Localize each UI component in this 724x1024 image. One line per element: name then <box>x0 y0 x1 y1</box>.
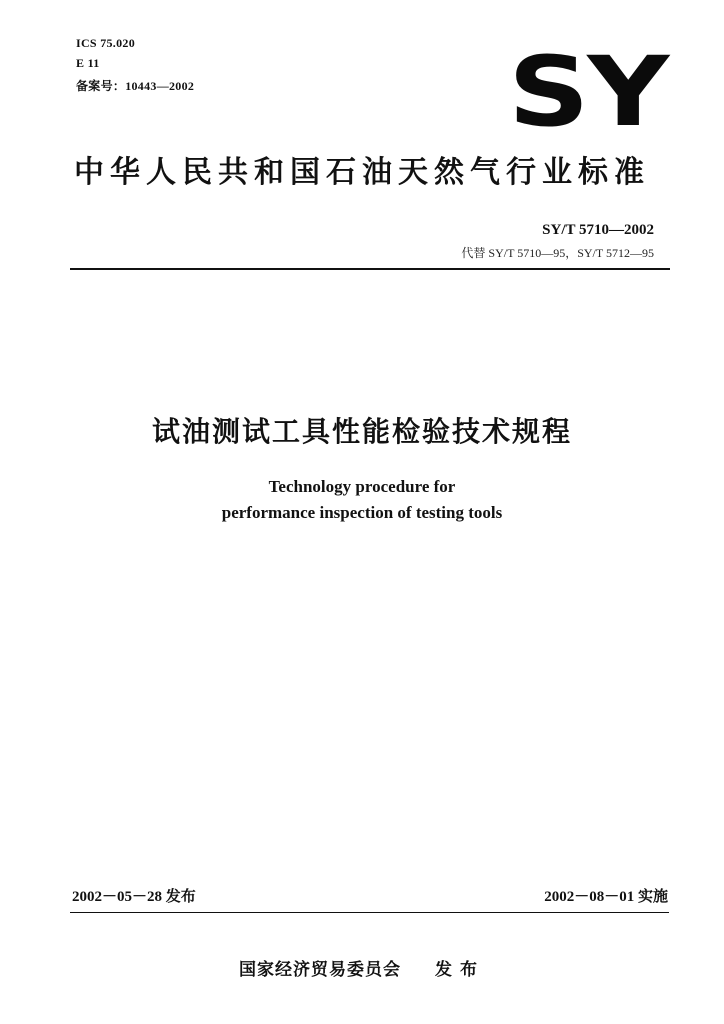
footer-divider-left <box>70 912 357 913</box>
english-title-line1: Technology procedure for <box>268 477 456 496</box>
issuer-line <box>0 955 724 980</box>
ics-code: ICS 75.020 <box>76 36 136 50</box>
footer-divider-right <box>357 912 669 913</box>
sy-logo: SY <box>508 36 667 148</box>
chinese-title: 试油测试工具性能检验技术规程 <box>151 415 572 448</box>
header-divider <box>70 268 670 270</box>
english-title-line2: performance inspection of testing tools <box>221 503 503 522</box>
issuer-action: 发布 <box>435 960 485 980</box>
issue-date: 2002－05－28 发布 <box>72 889 196 905</box>
national-standard-title: 中华人民共和国石油天然气行业标准 <box>74 155 650 190</box>
replaces-standards: 代替 SY/T 5710—95，SY/T 5712—95 <box>461 246 654 260</box>
standard-number: SY/T 5710—2002 <box>542 222 654 238</box>
record-number: 备案号：10443—2002 <box>76 79 195 93</box>
issuer-name: 国家经济贸易委员会 <box>239 960 401 980</box>
implementation-date: 2002－08－01 实施 <box>544 889 668 905</box>
classification-code: E 11 <box>76 56 100 70</box>
